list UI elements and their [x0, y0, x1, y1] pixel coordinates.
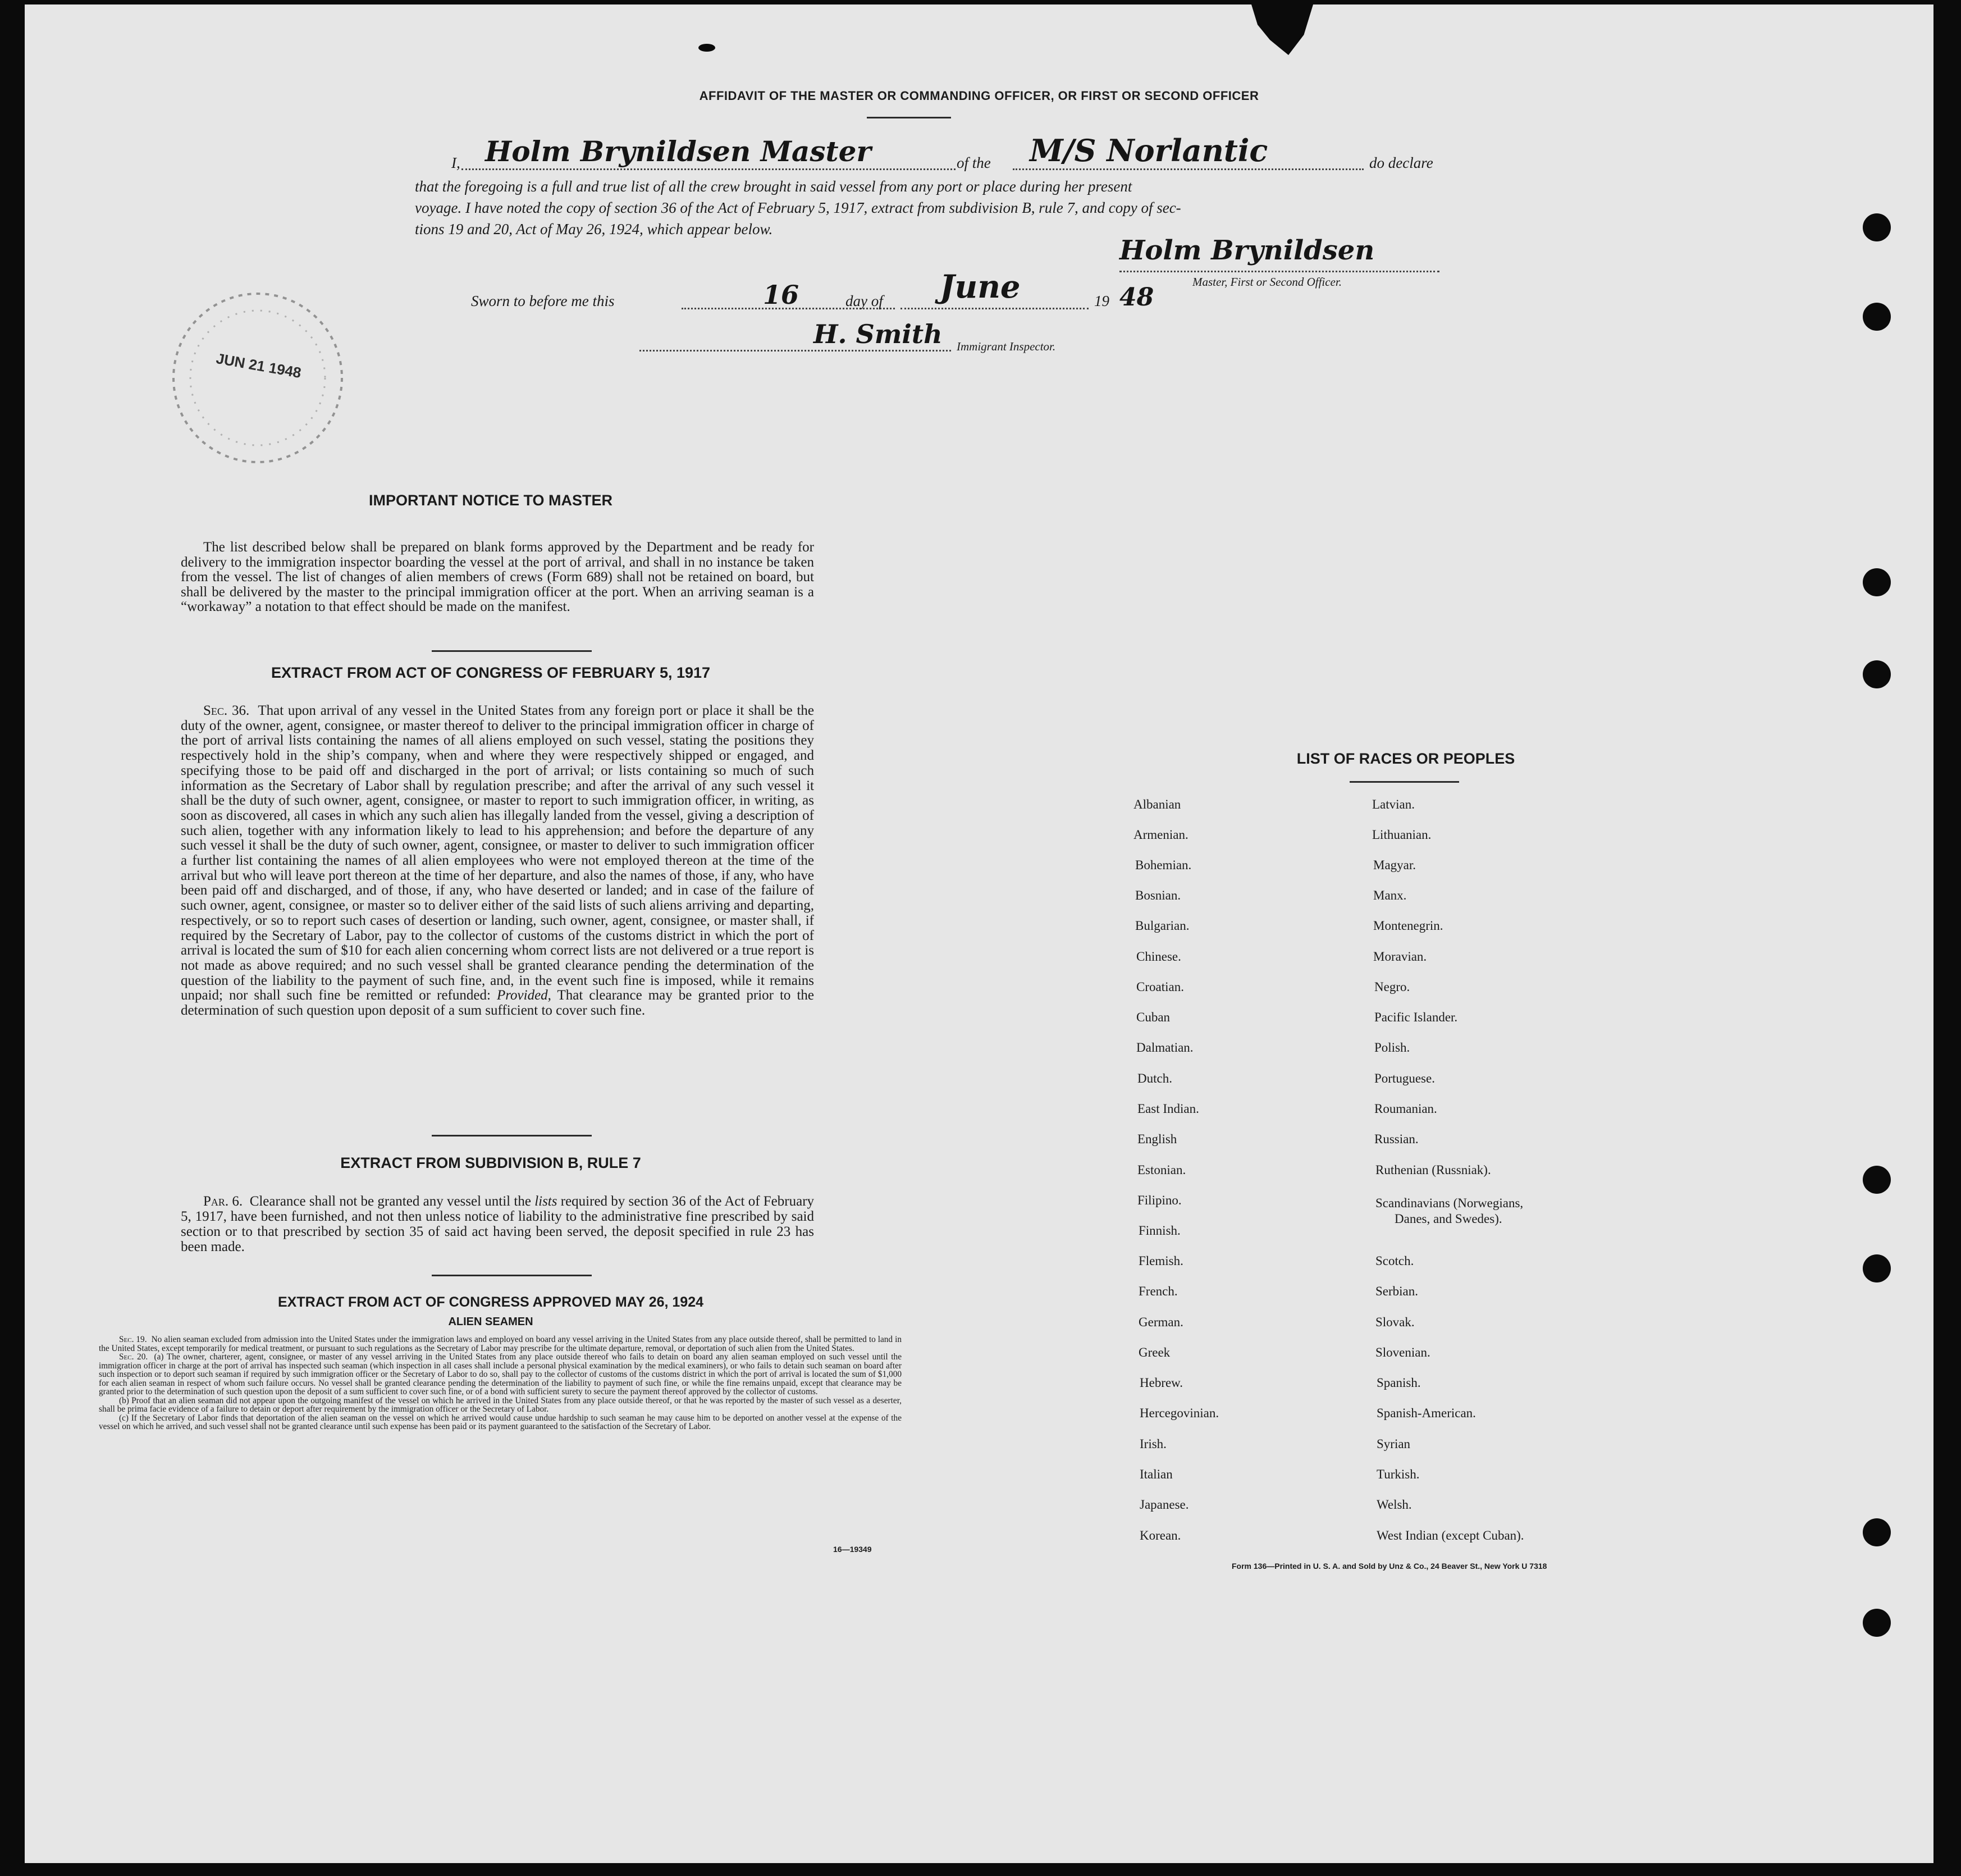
race-spanish-american: Spanish-American. — [1377, 1406, 1476, 1420]
race-bulgarian: Bulgarian. — [1135, 919, 1190, 933]
race-irish: Irish. — [1140, 1437, 1167, 1451]
binder-hole-icon — [1863, 1518, 1891, 1546]
race-pacific-islander: Pacific Islander. — [1374, 1010, 1458, 1024]
title-rule — [867, 117, 951, 118]
race-german: German. — [1139, 1315, 1183, 1329]
binder-hole-icon — [1863, 568, 1891, 596]
stamp-date: JUN 21 1948 — [214, 349, 303, 382]
race-korean: Korean. — [1140, 1528, 1181, 1542]
race-albanian: Albanian — [1133, 797, 1181, 811]
race-syrian: Syrian — [1377, 1437, 1411, 1451]
race-armenian: Armenian. — [1133, 828, 1189, 842]
master-signature-handwritten: Holm Brynildsen — [1119, 235, 1375, 266]
immigration-stamp — [165, 285, 350, 471]
form-footer: Form 136—Printed in U. S. A. and Sold by Unz & Co., 24 Beaver St., New York U 7318 — [1232, 1562, 1547, 1571]
notice-rule — [432, 650, 592, 652]
form-code: 16—19349 — [833, 1545, 872, 1554]
race-lithuanian: Lithuanian. — [1372, 828, 1432, 842]
sec-20a-text: (a) The owner, charterer, agent, consignee, or master of any vessel arriving in the United States from any place outside thereof who fails to detain on board any alien seaman employed on such vessel until the immigration officer in charge at the port of arrival has inspected such seaman (which inspection in all cases shall include a personal physical examination by the medical examiners), or who fails to detain such seaman on board after such inspection or to deport such seaman if required by such immigration officer or the Secretary of Labor to do so, shall pay to the collector of customs of the customs district in which the port of arrival is located the sum of $1,000 for each alien seaman in respect of whom such failure occurs. No vessel shall be granted clearance pending the determination of the liability to payment of such fine, or while the fine remains unpaid, except that clearance may be granted prior to the determination of such question upon the deposit of a sum sufficient to cover such fine, or of a bond with sufficient surety to secure the payment thereof approved by the collector of customs. — [99, 1352, 902, 1396]
sec-19-text: No alien seaman excluded from admission into the United States under the immigration laws and employed on board any vessel arriving in the United States from any place outside thereof, shall be permitted to land in the United States, except temporarily for medical treatment, or pursuant to such regulations as the Secretary of Labor may prescribe for the ultimate departure, removal, or deportation of such alien from the United States. — [99, 1335, 902, 1353]
notice-title: IMPORTANT NOTICE TO MASTER — [369, 492, 612, 509]
lists-word: lists — [534, 1194, 557, 1209]
race-scandinavians: Scandinavians (Norwegians, — [1375, 1196, 1524, 1210]
vessel-line — [1013, 168, 1364, 170]
race-bohemian: Bohemian. — [1135, 858, 1192, 872]
day-handwritten: 16 — [763, 280, 799, 310]
affidavit-i: I, — [451, 154, 460, 171]
binder-hole-icon — [1863, 1166, 1891, 1194]
race-manx: Manx. — [1373, 888, 1407, 902]
day-of-text: day of — [845, 293, 883, 309]
signature-label: Master, First or Second Officer. — [1192, 275, 1342, 289]
inspector-label: Immigrant Inspector. — [957, 340, 1056, 353]
race-estonian: Estonian. — [1137, 1163, 1186, 1177]
races-rule — [1350, 781, 1459, 783]
binder-hole-icon — [1863, 1254, 1891, 1282]
extract-1924-title: EXTRACT FROM ACT OF CONGRESS APPROVED MAY 26, 1924 — [277, 1294, 704, 1310]
race-east-indian: East Indian. — [1137, 1102, 1199, 1116]
race-turkish: Turkish. — [1377, 1467, 1420, 1481]
extract-1917-title: EXTRACT FROM ACT OF CONGRESS OF FEBRUARY 5, 1917 — [271, 664, 711, 681]
inspector-signature-handwritten: H. Smith — [813, 319, 943, 349]
race-hebrew: Hebrew. — [1140, 1376, 1183, 1390]
race-dutch: Dutch. — [1137, 1071, 1172, 1085]
race-roumanian: Roumanian. — [1374, 1102, 1437, 1116]
race-bosnian: Bosnian. — [1135, 888, 1181, 902]
name-line — [461, 168, 956, 170]
race-montenegrin: Montenegrin. — [1373, 919, 1443, 933]
year-prefix: 19 — [1094, 293, 1109, 309]
race-russian: Russian. — [1374, 1132, 1419, 1146]
race-french: French. — [1139, 1284, 1178, 1298]
binder-hole-icon — [1863, 213, 1891, 241]
sec-36-body: That upon arrival of any vessel in the United States from any foreign port or place it shall be the duty of the owner, agent, consignee, or master thereof to deliver to the principal immigration officer in charge of the port of arrival lists containing the names of all aliens employed on such vessel, stating the positions they respectively hold in the ship’s company, when and where they were respectively shipped or engaged, and specifying those to be paid off and discharged in the port of arrival; or lists containing so much of such information as the Secretary of Labor shall by regulation prescribe; and after the arrival of any such vessel it shall be the duty of such owner, agent, consignee, or master to report to such immigration officer, in writing, as soon as discovered, all cases in which any such alien has illegally landed from the vessel, giving a description of such alien, together with any information likely to lead to his apprehension; and before the departure of any such vessel it shall be the duty of such owner, agent, consignee, or master to deliver to such immigration officer a further list containing the names of all alien employees who were not employed thereon at the time of the arrival but who will leave port thereon at the time of her departure, and also the names of those, if any, who have been paid off and discharged, and of those, if any, who have deserted or landed; and in case of the failure of such owner, agent, consignee, or master so to deliver either of the said lists of such aliens arriving and departing, respectively, or so to report such cases of desertion or landing, such owner, agent, consignee, or master shall, if required by the Secretary of Labor, pay to the collector of customs of the customs district in which the port of arrival is located the sum of $10 for each alien concerning whom correct lists are not delivered or a true report is not made as above required; and no such vessel shall be granted clearance pending the determination of the question of the liability to the payment of such fine, and, in the event such fine is imposed, while it remains unpaid; nor shall such fine be remitted or refunded: — [181, 703, 814, 1003]
race-polish: Polish. — [1374, 1040, 1410, 1055]
affidavit-line-3: voyage. I have noted the copy of section 36 of the Act of February 5, 1917, extract from subdivision B, rule 7, and copy of sec- — [415, 199, 1181, 216]
inspector-line — [639, 350, 951, 352]
extract-1924-text — [99, 1335, 902, 1431]
race-dalmatian: Dalmatian. — [1136, 1040, 1194, 1055]
race-negro: Negro. — [1374, 980, 1410, 994]
rule7-title: EXTRACT FROM SUBDIVISION B, RULE 7 — [340, 1154, 641, 1171]
sec-19-paragraph — [99, 1335, 902, 1353]
notice-text: The list described below shall be prepared on blank forms approved by the Department and be ready for delivery to the immigration inspector boarding the vessel at the port of arrival, and shall in no instance be taken from the vessel. The list of changes of alien members of crews (Form 689) shall not be retained on board, but shall be delivered by the master to the principal immigration officer at the port. When an arriving seaman is a “workaway” a notation to that effect should be made on the manifest. — [181, 540, 814, 614]
master-name-handwritten: Holm Brynildsen Master — [485, 135, 871, 168]
sec-20b-paragraph: (b) Proof that an alien seaman did not appear upon the outgoing manifest of the vessel on which he arrived in the United States from any place outside thereof, or that he was reported by the master of such vessel as a deserter, shall be prima facie evidence of a failure to detain or deport after requirement by the immigration officer or the Secretary of Labor. — [99, 1395, 902, 1414]
race-spanish: Spanish. — [1377, 1376, 1421, 1390]
year-handwritten: 48 — [1119, 283, 1154, 312]
sworn-text: Sworn to before me this — [471, 293, 615, 309]
race-greek: Greek — [1139, 1345, 1171, 1359]
race-cuban: Cuban — [1136, 1010, 1171, 1024]
extract-1917-rule — [432, 1135, 592, 1136]
scan-speck — [698, 44, 715, 52]
rule7-text — [181, 1194, 814, 1254]
sec-20a-paragraph — [99, 1353, 902, 1396]
signature-line — [1119, 271, 1439, 272]
par-6-label: Par. 6. — [203, 1194, 243, 1209]
race-english: English — [1137, 1132, 1177, 1146]
provided-word: Provided, — [496, 988, 551, 1003]
affidavit-line-2: that the foregoing is a full and true list of all the crew brought in said vessel from any port or place during her present — [415, 178, 1132, 195]
race-chinese: Chinese. — [1136, 950, 1181, 964]
binder-hole-icon — [1863, 303, 1891, 331]
race-flemish: Flemish. — [1139, 1254, 1183, 1268]
race-italian: Italian — [1140, 1467, 1173, 1481]
rule7-text-a: Clearance shall not be granted any vessel until the — [249, 1194, 531, 1209]
race-croatian: Croatian. — [1136, 980, 1184, 994]
rule7-text-b: required by section 36 of the Act of February 5, 1917, have been furnished, and not then unless notice of liability to the administrative fine prescribed by said section or to that prescribed by section 35 of said act having been served, the deposit specified in rule 23 has been made. — [181, 1194, 815, 1254]
affidavit-line-4: tions 19 and 20, Act of May 26, 1924, which appear below. — [415, 221, 773, 238]
race-ruthenian: Ruthenian (Russniak). — [1375, 1163, 1491, 1177]
race-filipino: Filipino. — [1137, 1193, 1182, 1207]
extract-1924-subtitle: ALIEN SEAMEN — [448, 1316, 533, 1328]
race-serbian: Serbian. — [1375, 1284, 1419, 1298]
sec-20c-paragraph: (c) If the Secretary of Labor finds that deportation of the alien seaman on the vessel on which he arrived would cause undue hardship to such seaman he may cause him to be deported on another vessel at the expense of the vessel on which he arrived, and such vessel shall not be granted clearance until such expense has been paid or its payment guaranteed to the satisfaction of the Secretary of Labor. — [99, 1413, 902, 1431]
month-handwritten: June — [940, 268, 1021, 305]
races-title: LIST OF RACES OR PEOPLES — [1296, 750, 1515, 767]
affidavit-title: AFFIDAVIT OF THE MASTER OR COMMANDING OFFICER, OR FIRST OR SECOND OFFICER — [699, 89, 1259, 103]
race-hercegovinian: Hercegovinian. — [1140, 1406, 1219, 1420]
sec-36-label: Sec. 36. — [203, 703, 250, 718]
race-slovak: Slovak. — [1375, 1315, 1415, 1329]
race-finnish: Finnish. — [1139, 1224, 1181, 1238]
affidavit-of-the: of the — [957, 154, 991, 171]
torn-paper-mark — [1251, 4, 1313, 55]
race-scandinavians-cont: Danes, and Swedes). — [1395, 1212, 1502, 1226]
binder-hole-icon — [1863, 1609, 1891, 1637]
race-welsh: Welsh. — [1377, 1498, 1412, 1512]
race-latvian: Latvian. — [1372, 797, 1415, 811]
race-scotch: Scotch. — [1375, 1254, 1414, 1268]
affidavit-do-declare: do declare — [1369, 154, 1433, 171]
extract-1917-text — [181, 704, 814, 1019]
document-page — [25, 4, 1933, 1863]
race-west-indian: West Indian (except Cuban). — [1377, 1528, 1524, 1542]
rule7-rule — [432, 1275, 592, 1276]
binder-hole-icon — [1863, 660, 1891, 688]
sec-19-label: Sec. 19. — [119, 1335, 147, 1344]
month-line — [900, 308, 1089, 309]
race-slovenian: Slovenian. — [1375, 1345, 1430, 1359]
race-portuguese: Portuguese. — [1374, 1071, 1435, 1085]
stamp-ring-icon — [165, 285, 350, 471]
sec-20-label: Sec. 20. — [119, 1352, 148, 1362]
sec-36-tail: That clearance may be granted prior to the determination of such question upon deposit of a sum sufficient to cover such fine. — [181, 988, 815, 1019]
race-magyar: Magyar. — [1373, 858, 1416, 872]
vessel-name-handwritten: M/S Norlantic — [1030, 133, 1268, 168]
race-japanese: Japanese. — [1140, 1498, 1189, 1512]
race-moravian: Moravian. — [1373, 950, 1427, 964]
